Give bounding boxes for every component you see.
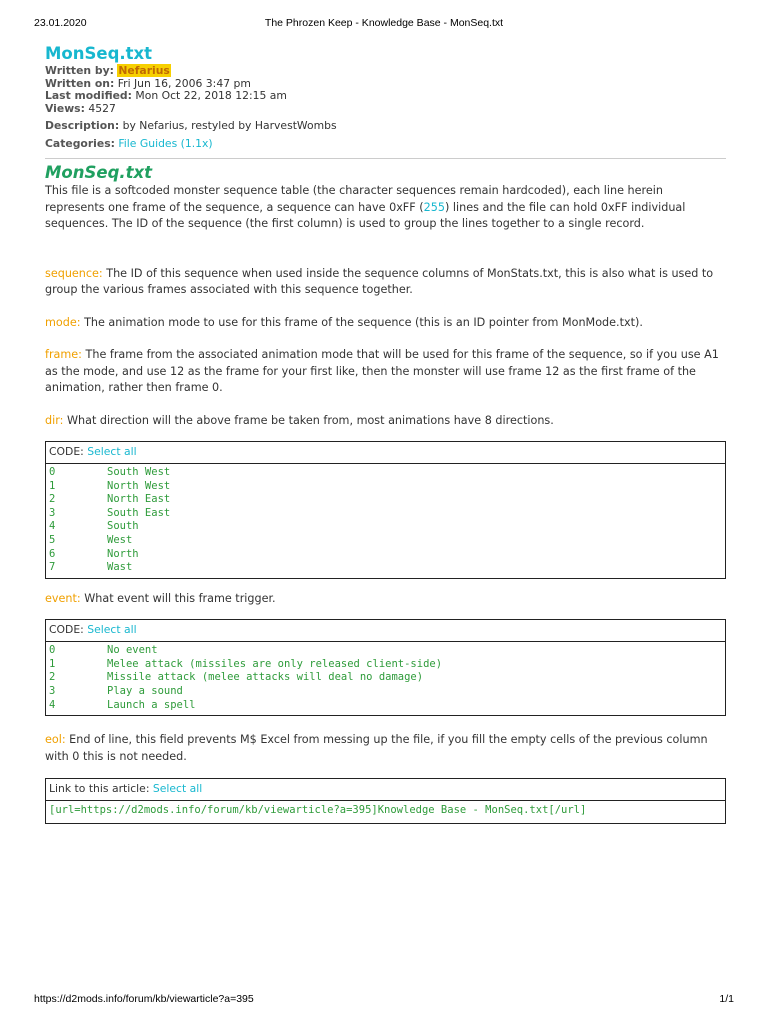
code-line: 3 Play a sound [49, 685, 183, 698]
code-box-directions [45, 441, 726, 579]
article-meta [45, 65, 726, 150]
code-line: 1 Melee attack (missiles are only released client-side) [49, 657, 443, 670]
link-header: Link to this article: Select all [46, 779, 725, 801]
print-date: 23.01.2020 [34, 17, 87, 29]
description-label: Description: [45, 119, 120, 132]
code-line: 4 Launch a spell [49, 698, 196, 711]
code-line: 5 West [49, 533, 133, 546]
code-line: 1 North West [49, 479, 171, 492]
written-on-value: Fri Jun 16, 2006 3:47 pm [117, 76, 251, 90]
code-header: CODE: Select all [46, 442, 725, 464]
field-eol: eol: End of line, this field prevents M$ Excel from messing up the file, if you fill the empty cells of the previous column with 0 this is not needed. [45, 733, 708, 763]
article-link-box [45, 778, 726, 824]
views-value: 4527 [88, 101, 116, 115]
written-on-label: Written on: [45, 76, 115, 90]
print-title: The Phrozen Keep - Knowledge Base - MonSeq.txt [264, 17, 504, 29]
modified-label: Last modified: [45, 89, 132, 102]
field-dir: dir: What direction will the above frame be taken from, most animations have 8 directions. [45, 413, 554, 427]
categories-label: Categories: [45, 136, 115, 150]
divider [45, 158, 726, 159]
code-line: 4 South [49, 520, 139, 533]
select-all-button[interactable]: Select all [87, 445, 137, 458]
description-value: by Nefarius, restyled by HarvestWombs [122, 119, 337, 132]
intro-paragraph: This file is a softcoded monster sequence table (the character sequences remain hardcoded), each line herein represents one frame of the sequence, a sequence can have 0xFF (255) lines and the file can hold 0xFF individual sequences. The ID of the sequence (the first column) is used to group the lines together to a single record. [45, 184, 686, 230]
code-content[interactable] [46, 642, 725, 715]
modified-value: Mon Oct 22, 2018 12:15 am [135, 89, 287, 102]
body-heading: MonSeq.txt [45, 163, 153, 182]
code-line: 0 No event [49, 644, 158, 657]
written-by-label: Written by: [45, 64, 114, 77]
page-number: 1/1 [719, 993, 734, 1005]
print-footer [34, 993, 734, 1007]
code-header: CODE: Select all [46, 620, 725, 642]
field-sequence: sequence: The ID of this sequence when used inside the sequence columns of MonStats.txt, this is also what is used to group the various frames associated with this sequence together. [45, 266, 714, 296]
field-mode: mode: The animation mode to use for this frame of the sequence (this is an ID pointer from MonMode.txt). [45, 315, 643, 329]
select-all-button[interactable]: Select all [152, 782, 203, 796]
article-title: MonSeq.txt [45, 44, 153, 63]
code-line: 6 North [49, 547, 139, 560]
views-label: Views: [45, 101, 85, 115]
author-link[interactable]: Nefarius [118, 64, 170, 77]
code-box-events [45, 619, 726, 716]
code-line: 0 South West [49, 466, 171, 478]
select-all-button[interactable]: Select all [87, 623, 137, 637]
code-line: 2 Missile attack (melee attacks will deal no damage) [49, 671, 424, 684]
article-content [45, 43, 726, 824]
code-line: 3 South East [49, 506, 171, 519]
intro-255-link[interactable]: 255 [423, 200, 445, 214]
code-line: 7 Wast [49, 561, 133, 574]
print-url: https://d2mods.info/forum/kb/viewarticle?a=395 [34, 993, 254, 1005]
article-link-code[interactable]: [url=https://d2mods.info/forum/kb/viewarticle?a=395]Knowledge Base - MonSeq.txt[/url] [49, 804, 587, 817]
code-content[interactable] [46, 464, 725, 578]
field-event: event: What event will this frame trigger. [45, 591, 276, 605]
code-line: 2 North East [49, 493, 171, 506]
field-frame: frame: The frame from the associated animation mode that will be used for this frame of the sequence, so if you use A1 as the mode, and use 12 as the frame for your first like, then the monster will use frame 12 as the first frame of the animation, rather then frame 0. [45, 348, 719, 394]
print-header [34, 17, 734, 31]
category-link[interactable]: File Guides (1.1x) [118, 136, 213, 150]
